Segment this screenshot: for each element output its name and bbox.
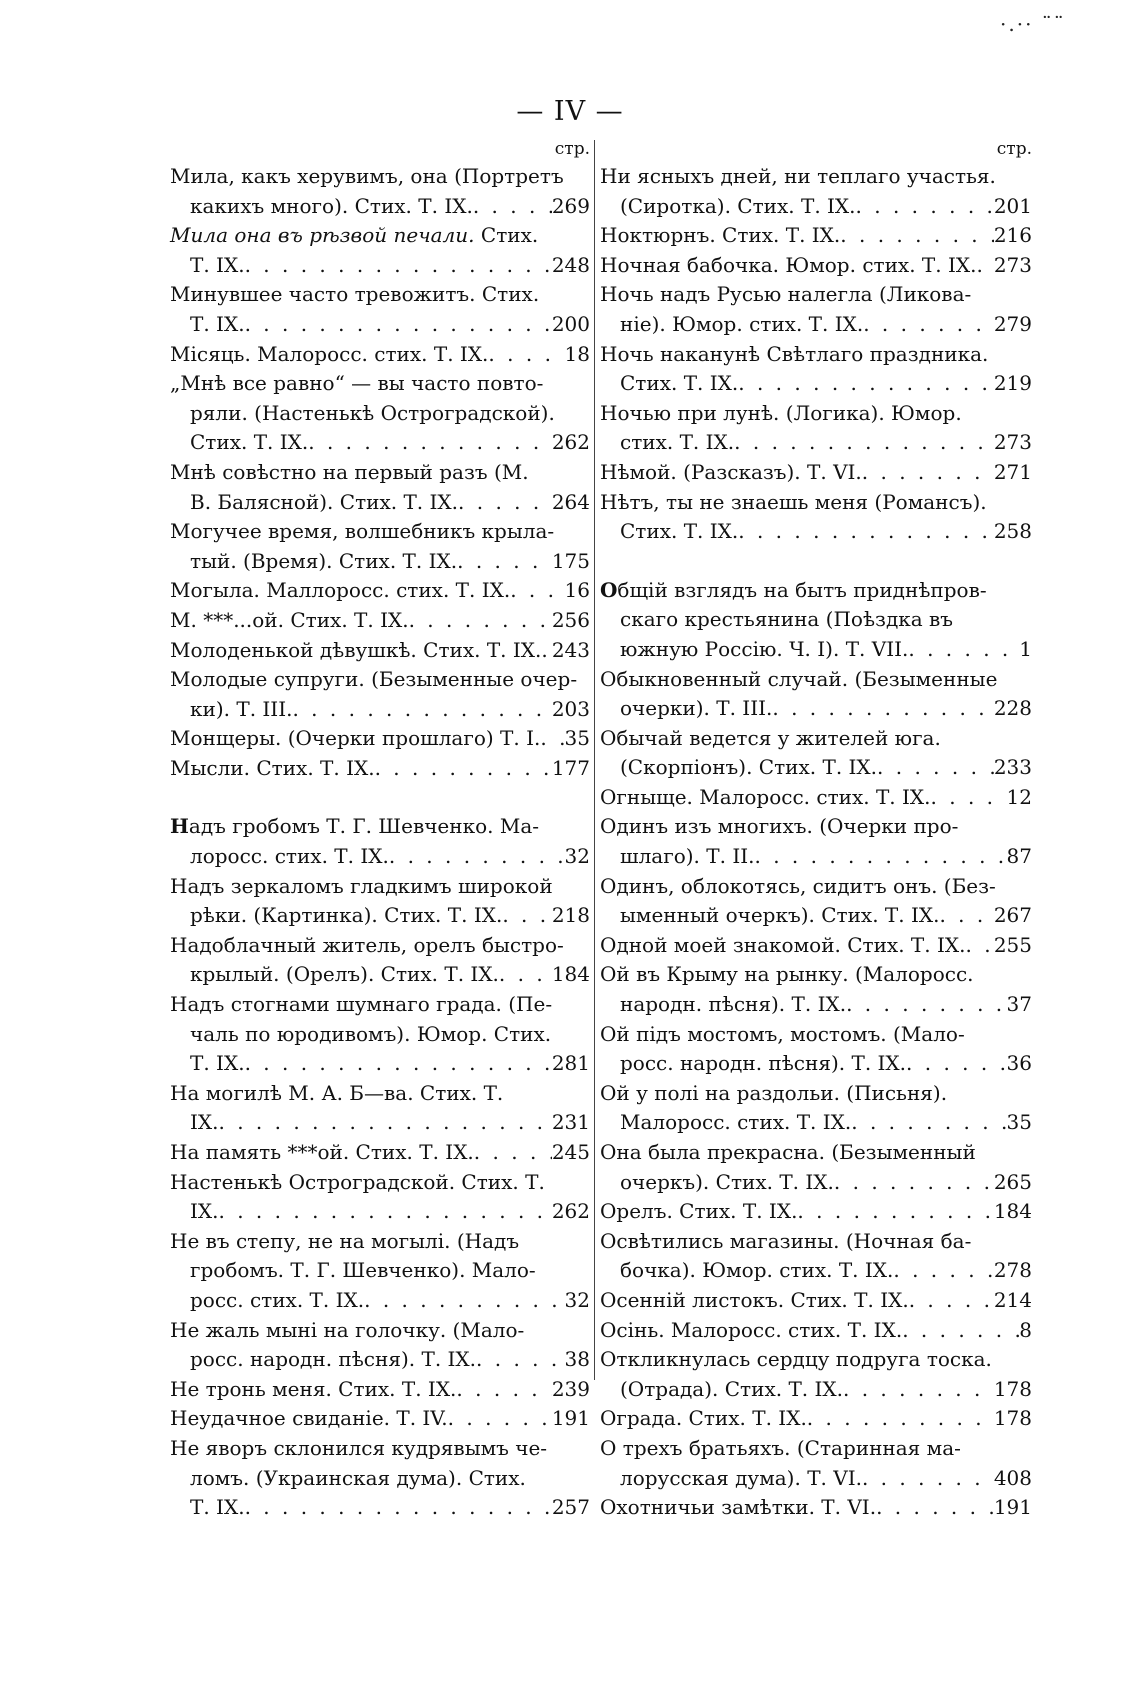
dot-leader xyxy=(939,901,993,931)
index-entry xyxy=(170,458,590,517)
section-gap xyxy=(600,547,1032,576)
entry-text: М. ***...ой. Стих. Т. IX. xyxy=(170,607,409,632)
index-entry xyxy=(170,576,590,606)
entry-text: Мысли. Стих. Т. IX. xyxy=(170,755,375,780)
index-entry xyxy=(170,517,590,576)
index-entry xyxy=(600,665,1032,724)
entry-text: скаго крестьянина (Поѣздка въ xyxy=(620,607,954,632)
dot-leader xyxy=(846,990,1006,1020)
entry-text: Ночь надъ Русью налегла (Ликова- xyxy=(600,282,972,307)
entry-text: Надъ гробомъ Т. Г. Шевченко. Ма- xyxy=(170,814,540,839)
entry-text: южную Россію. Ч. I). Т. VII. xyxy=(620,636,909,661)
entry-text: лорусская дума). Т. VI. xyxy=(620,1465,862,1490)
entry-text: Одной моей знакомой. Стих. Т. IX. xyxy=(600,932,966,957)
entry-text: Т. IX. xyxy=(190,252,245,277)
entry-text: (Скорпіонъ). Стих. Т. IX. xyxy=(620,755,878,780)
dot-leader xyxy=(840,221,994,251)
entry-text: Обыкновенный случай. (Безыменные xyxy=(600,666,998,691)
entry-text: Надоблачный житель, орелъ быстро- xyxy=(170,932,564,957)
page-number: 279 xyxy=(993,311,1032,336)
index-entry xyxy=(170,369,590,458)
entry-text: Могучее время, волшебникъ крыла- xyxy=(170,519,555,544)
page-number: 216 xyxy=(993,223,1032,248)
entry-text: В. Балясной). Стих. Т. IX. xyxy=(190,489,459,514)
index-entry xyxy=(600,931,1032,961)
page-number: 178 xyxy=(993,1376,1032,1401)
index-entry xyxy=(600,488,1032,547)
index-entry xyxy=(600,340,1032,399)
dot-leader xyxy=(738,517,994,547)
dot-leader xyxy=(457,547,552,577)
dot-leader xyxy=(409,606,552,636)
dot-leader xyxy=(902,1316,1019,1346)
entry-text: Охотничьи замѣтки. Т. VI. xyxy=(600,1495,877,1520)
page-number: 36 xyxy=(1006,1051,1032,1076)
page-number: 87 xyxy=(1006,844,1032,869)
page-number: 200 xyxy=(551,311,590,336)
entry-text: Ой у полі на раздольи. (Письня). xyxy=(600,1080,948,1105)
page-number: 273 xyxy=(993,252,1032,277)
page-number: 175 xyxy=(551,548,590,573)
entry-text: Т. IX. xyxy=(190,1051,245,1076)
dot-leader xyxy=(908,635,1019,665)
dot-leader xyxy=(219,1108,552,1138)
page-column-label: стр. xyxy=(554,139,590,159)
entry-text: Орелъ. Стих. Т. IX. xyxy=(600,1199,798,1224)
index-entry xyxy=(600,162,1032,221)
entry-text: Місяць. Малоросс. стих. Т. IX. xyxy=(170,341,489,366)
index-entry xyxy=(170,724,590,754)
dot-leader xyxy=(965,931,993,961)
entry-text: ніе). Юмор. стих. Т. IX. xyxy=(620,311,864,336)
dot-leader xyxy=(245,310,552,340)
dot-leader xyxy=(540,724,564,754)
entry-text: Стих. Т. IX. xyxy=(190,430,309,455)
dot-leader xyxy=(734,428,994,458)
entry-text: Настенькѣ Остроградской. Стих. Т. xyxy=(170,1169,545,1194)
page-number: 35 xyxy=(564,726,590,751)
index-entry xyxy=(170,340,590,370)
index-entry xyxy=(600,280,1032,339)
index-entry xyxy=(600,1227,1032,1286)
dot-leader xyxy=(502,901,551,931)
page-number: 243 xyxy=(551,637,590,662)
page-number: 18 xyxy=(564,341,590,366)
entry-text: Молодые супруги. (Безыменные очер- xyxy=(170,667,578,692)
entry-text: Она была прекрасна. (Безыменный xyxy=(600,1140,976,1164)
entry-text: Освѣтились магазины. (Ночная ба- xyxy=(600,1228,972,1253)
dot-leader xyxy=(541,636,551,666)
entry-text: Надъ зеркаломъ гладкимъ широкой xyxy=(170,873,553,898)
page-number: 35 xyxy=(1006,1110,1032,1135)
index-entry xyxy=(170,1434,590,1523)
entry-text: Одинъ, облокотясь, сидитъ онъ. (Без- xyxy=(600,873,996,898)
dot-leader xyxy=(245,1049,552,1079)
page-number: 184 xyxy=(551,962,590,987)
entry-text: стих. Т. IX. xyxy=(620,430,735,455)
entry-text: Мила она въ рѣзвой печали. Стих. xyxy=(170,223,539,248)
entry-text: росс. стих. Т. IX. xyxy=(190,1287,365,1312)
index-entry xyxy=(170,1316,590,1375)
entry-text: Малоросс. стих. Т. IX. xyxy=(620,1110,852,1135)
entry-text: Могыла. Маллоросс. стих. Т. IX. xyxy=(170,578,511,603)
entry-text: Одинъ изъ многихъ. (Очерки про- xyxy=(600,814,959,839)
entry-text: Обычай ведется у жителей юга. xyxy=(600,725,941,750)
page-number: 38 xyxy=(564,1347,590,1372)
entry-text: Ночная бабочка. Юмор. стих. Т. IX. xyxy=(600,252,977,277)
index-entry xyxy=(600,1404,1032,1434)
page-number: 231 xyxy=(551,1110,590,1135)
dot-leader xyxy=(488,340,564,370)
dot-leader xyxy=(863,310,994,340)
entry-text: Стих. Т. IX. xyxy=(620,519,739,544)
dot-leader xyxy=(473,192,552,222)
page-number: 256 xyxy=(551,607,590,632)
page-number: 245 xyxy=(551,1140,590,1164)
index-entry xyxy=(600,1286,1032,1316)
entry-text: бочка). Юмор. стих. Т. IX. xyxy=(620,1258,894,1283)
page-number: 264 xyxy=(551,489,590,514)
entry-text: очерки). Т. III. xyxy=(620,696,773,721)
entry-text: тый. (Время). Стих. Т. IX. xyxy=(190,548,458,573)
dot-leader xyxy=(389,842,565,872)
entry-text: О трехъ братьяхъ. (Старинная ма- xyxy=(600,1435,961,1460)
dot-leader xyxy=(499,960,552,990)
entry-text: очеркъ). Стих. Т. IX. xyxy=(620,1169,834,1194)
page-number: 177 xyxy=(551,755,590,780)
dot-leader xyxy=(456,1375,551,1405)
index-entry xyxy=(170,1227,590,1316)
page-number: 267 xyxy=(993,903,1032,928)
entry-text: Ночью при лунѣ. (Логика). Юмор. xyxy=(600,400,962,425)
index-entry xyxy=(170,665,590,724)
entry-text: Не тронь меня. Стих. Т. IX. xyxy=(170,1376,457,1401)
page-number: 218 xyxy=(551,903,590,928)
entry-text: лоросс. стих. Т. IX. xyxy=(190,844,389,869)
index-entry xyxy=(600,960,1032,1019)
entry-text: Мнѣ совѣстно на первый разъ (М. xyxy=(170,459,529,484)
entry-text: Огныще. Малоросс. стих. Т. IX. xyxy=(600,784,931,809)
entry-text: Нѣмой. (Разсказъ). Т. VI. xyxy=(600,459,862,484)
index-entry xyxy=(600,783,1032,813)
dot-leader xyxy=(797,1197,993,1227)
dot-leader xyxy=(292,695,551,725)
section-gap xyxy=(170,783,590,812)
index-entry xyxy=(170,636,590,666)
index-entry xyxy=(170,990,590,1079)
entry-text: Ой въ Крыму на рынку. (Малоросс. xyxy=(600,962,974,987)
entry-text: ки). Т. III. xyxy=(190,696,293,721)
page-number: 191 xyxy=(551,1406,590,1431)
entry-text: Не въ степу, не на могылі. (Надъ xyxy=(170,1228,520,1253)
entry-text: Ни ясныхъ дней, ни теплаго участья. xyxy=(600,164,996,188)
page-number: 191 xyxy=(993,1495,1032,1520)
entry-text: ломъ. (Украинская дума). Стих. xyxy=(190,1465,526,1490)
page-number: 178 xyxy=(993,1406,1032,1431)
dot-leader xyxy=(772,694,993,724)
entry-text: росс. народн. пѣсня). Т. IX. xyxy=(620,1051,907,1076)
index-entry xyxy=(170,1375,590,1405)
left-column xyxy=(170,136,590,1523)
page-number: 265 xyxy=(993,1169,1032,1194)
entry-text: Т. IX. xyxy=(190,311,245,336)
entry-text: росс. народн. пѣсня). Т. IX. xyxy=(190,1347,477,1372)
entry-text: На память ***ой. Стих. Т. IX. xyxy=(170,1140,474,1164)
index-entry xyxy=(170,221,590,280)
dot-leader xyxy=(448,1404,552,1434)
index-entry xyxy=(170,754,590,784)
dot-leader xyxy=(843,1375,994,1405)
page-number: 228 xyxy=(993,696,1032,721)
dot-leader xyxy=(834,1168,994,1198)
dot-leader xyxy=(851,1108,1006,1138)
page-number: 262 xyxy=(551,430,590,455)
dot-leader xyxy=(458,488,552,518)
entry-text: рѣки. (Картинка). Стих. Т. IX. xyxy=(190,903,503,928)
page-column-label: стр. xyxy=(996,139,1032,159)
index-entry xyxy=(600,1138,1032,1197)
index-entry xyxy=(600,1316,1032,1346)
index-entry xyxy=(600,1020,1032,1079)
page-number: 239 xyxy=(551,1376,590,1401)
dot-leader xyxy=(876,1493,994,1523)
entry-text: Мила, какъ херувимъ, она (Портретъ xyxy=(170,164,564,188)
dot-leader xyxy=(909,1286,994,1316)
index-entry xyxy=(170,812,590,871)
index-entry xyxy=(600,724,1032,783)
entry-text: Не яворъ склонился кудрявымъ че- xyxy=(170,1435,548,1460)
index-entry xyxy=(600,251,1032,281)
page-number: 16 xyxy=(564,578,590,603)
page-number: 32 xyxy=(564,1287,590,1312)
dot-leader xyxy=(474,1138,552,1168)
dot-leader xyxy=(862,1464,994,1494)
page-number: 281 xyxy=(551,1051,590,1076)
index-entry xyxy=(170,1404,590,1434)
dot-leader xyxy=(906,1049,1007,1079)
entry-text: На могилѣ М. А. Б—ва. Стих. Т. xyxy=(170,1080,504,1105)
page-number: 32 xyxy=(564,844,590,869)
dot-leader xyxy=(364,1286,564,1316)
index-entry xyxy=(170,931,590,990)
entry-text: чаль по юродивомъ). Юмор. Стих. xyxy=(190,1021,552,1046)
dot-leader xyxy=(308,428,552,458)
page-header: — IV — xyxy=(516,96,624,127)
entry-text: Молоденькой дѣвушкѣ. Стих. Т. IX. xyxy=(170,637,542,662)
dot-leader xyxy=(510,576,564,606)
page-number: 273 xyxy=(993,430,1032,455)
entry-text: Ночь наканунѣ Свѣтлаго праздника. xyxy=(600,341,989,366)
dot-leader xyxy=(245,1493,552,1523)
index-entry xyxy=(600,458,1032,488)
entry-text: Общій взглядъ на бытъ приднѣпров- xyxy=(600,577,987,602)
dot-leader xyxy=(931,783,1007,813)
dot-leader xyxy=(754,842,1006,872)
entry-text: IX. xyxy=(190,1199,219,1224)
entry-text: гробомъ. Т. Г. Шевченко). Мало- xyxy=(190,1258,536,1283)
dot-leader xyxy=(219,1197,552,1227)
index-entry xyxy=(170,872,590,931)
page-number: 233 xyxy=(993,755,1032,780)
page-number: 184 xyxy=(993,1199,1032,1224)
page-number: 37 xyxy=(1006,992,1032,1017)
entry-text: народн. пѣсня). Т. IX. xyxy=(620,992,847,1017)
index-entry xyxy=(170,1079,590,1138)
column-divider xyxy=(594,140,595,1380)
entry-text: Т. IX. xyxy=(190,1495,245,1520)
index-entry xyxy=(600,1434,1032,1493)
dot-leader xyxy=(862,458,994,488)
index-entry xyxy=(170,1168,590,1227)
dot-leader xyxy=(245,251,552,281)
page-number: 262 xyxy=(551,1199,590,1224)
page-number: 8 xyxy=(1019,1317,1032,1342)
page-number: 201 xyxy=(993,193,1032,218)
entry-text: „Мнѣ все равно“ — вы часто повто- xyxy=(170,371,544,396)
dot-leader xyxy=(856,192,994,222)
corner-marks: ·.·· ¨¨ xyxy=(1000,12,1066,36)
entry-text: крылый. (Орелъ). Стих. Т. IX. xyxy=(190,962,499,987)
dot-leader xyxy=(976,251,993,281)
index-entry xyxy=(170,280,590,339)
entry-text: Нѣтъ, ты не знаешь меня (Романсъ). xyxy=(600,489,987,514)
entry-text: ыменный очеркъ). Стих. Т. IX. xyxy=(620,903,940,928)
dot-leader xyxy=(476,1345,565,1375)
dot-leader xyxy=(738,369,994,399)
page-number: 269 xyxy=(551,193,590,218)
entry-text: Ой підъ мостомъ, мостомъ. (Мало- xyxy=(600,1021,965,1046)
index-entry xyxy=(600,1493,1032,1523)
index-entry xyxy=(170,162,590,221)
entry-text: Не жаль мыні на голочку. (Мало- xyxy=(170,1317,525,1342)
entry-text: Откликнулась сердцу подруга тоска. xyxy=(600,1347,992,1372)
page-number: 203 xyxy=(551,696,590,721)
entry-text: Неудачное свиданіе. Т. IV. xyxy=(170,1406,448,1431)
index-entry xyxy=(600,872,1032,931)
page-number: 257 xyxy=(551,1495,590,1520)
dot-leader xyxy=(893,1256,993,1286)
entry-text: Осінь. Малоросс. стих. Т. IX. xyxy=(600,1317,903,1342)
index-entry xyxy=(600,221,1032,251)
index-entry xyxy=(600,576,1032,665)
page-number: 12 xyxy=(1006,784,1032,809)
entry-text: Ноктюрнъ. Стих. Т. IX. xyxy=(600,223,841,248)
entry-text: (Отрада). Стих. Т. IX. xyxy=(620,1376,843,1401)
dot-leader xyxy=(877,753,994,783)
index-entry xyxy=(170,606,590,636)
dot-leader xyxy=(807,1404,994,1434)
page-number: 278 xyxy=(993,1258,1032,1283)
index-entry xyxy=(600,1079,1032,1138)
index-entry xyxy=(600,1345,1032,1404)
entry-text: Осенній листокъ. Стих. Т. IX. xyxy=(600,1287,909,1312)
index-entry xyxy=(170,1138,590,1168)
index-entry xyxy=(600,399,1032,458)
entry-text: (Сиротка). Стих. Т. IX. xyxy=(620,193,856,218)
page-number: 408 xyxy=(993,1465,1032,1490)
right-column xyxy=(600,136,1032,1523)
index-entry xyxy=(600,1197,1032,1227)
page-number: 214 xyxy=(993,1287,1032,1312)
entry-text: Монщеры. (Очерки прошлаго) Т. I. xyxy=(170,726,541,751)
entry-text: Ограда. Стих. Т. IX. xyxy=(600,1406,807,1431)
page-number: 219 xyxy=(993,371,1032,396)
entry-text: Стих. Т. IX. xyxy=(620,371,739,396)
entry-text: какихъ много). Стих. Т. IX. xyxy=(190,193,473,218)
entry-text: ряли. (Настенькѣ Остроградской). xyxy=(190,400,555,425)
page-number: 258 xyxy=(993,519,1032,544)
page-number: 1 xyxy=(1019,636,1032,661)
page-number: 271 xyxy=(993,459,1032,484)
entry-text: Минувшее часто тревожитъ. Стих. xyxy=(170,282,540,307)
entry-text: шлаго). Т. II. xyxy=(620,844,755,869)
page-number: 248 xyxy=(551,252,590,277)
entry-text: IX. xyxy=(190,1110,219,1135)
index-entry xyxy=(600,812,1032,871)
page-number: 255 xyxy=(993,932,1032,957)
dot-leader xyxy=(375,754,552,784)
entry-text: Надъ стогнами шумнаго града. (Пе- xyxy=(170,992,553,1017)
